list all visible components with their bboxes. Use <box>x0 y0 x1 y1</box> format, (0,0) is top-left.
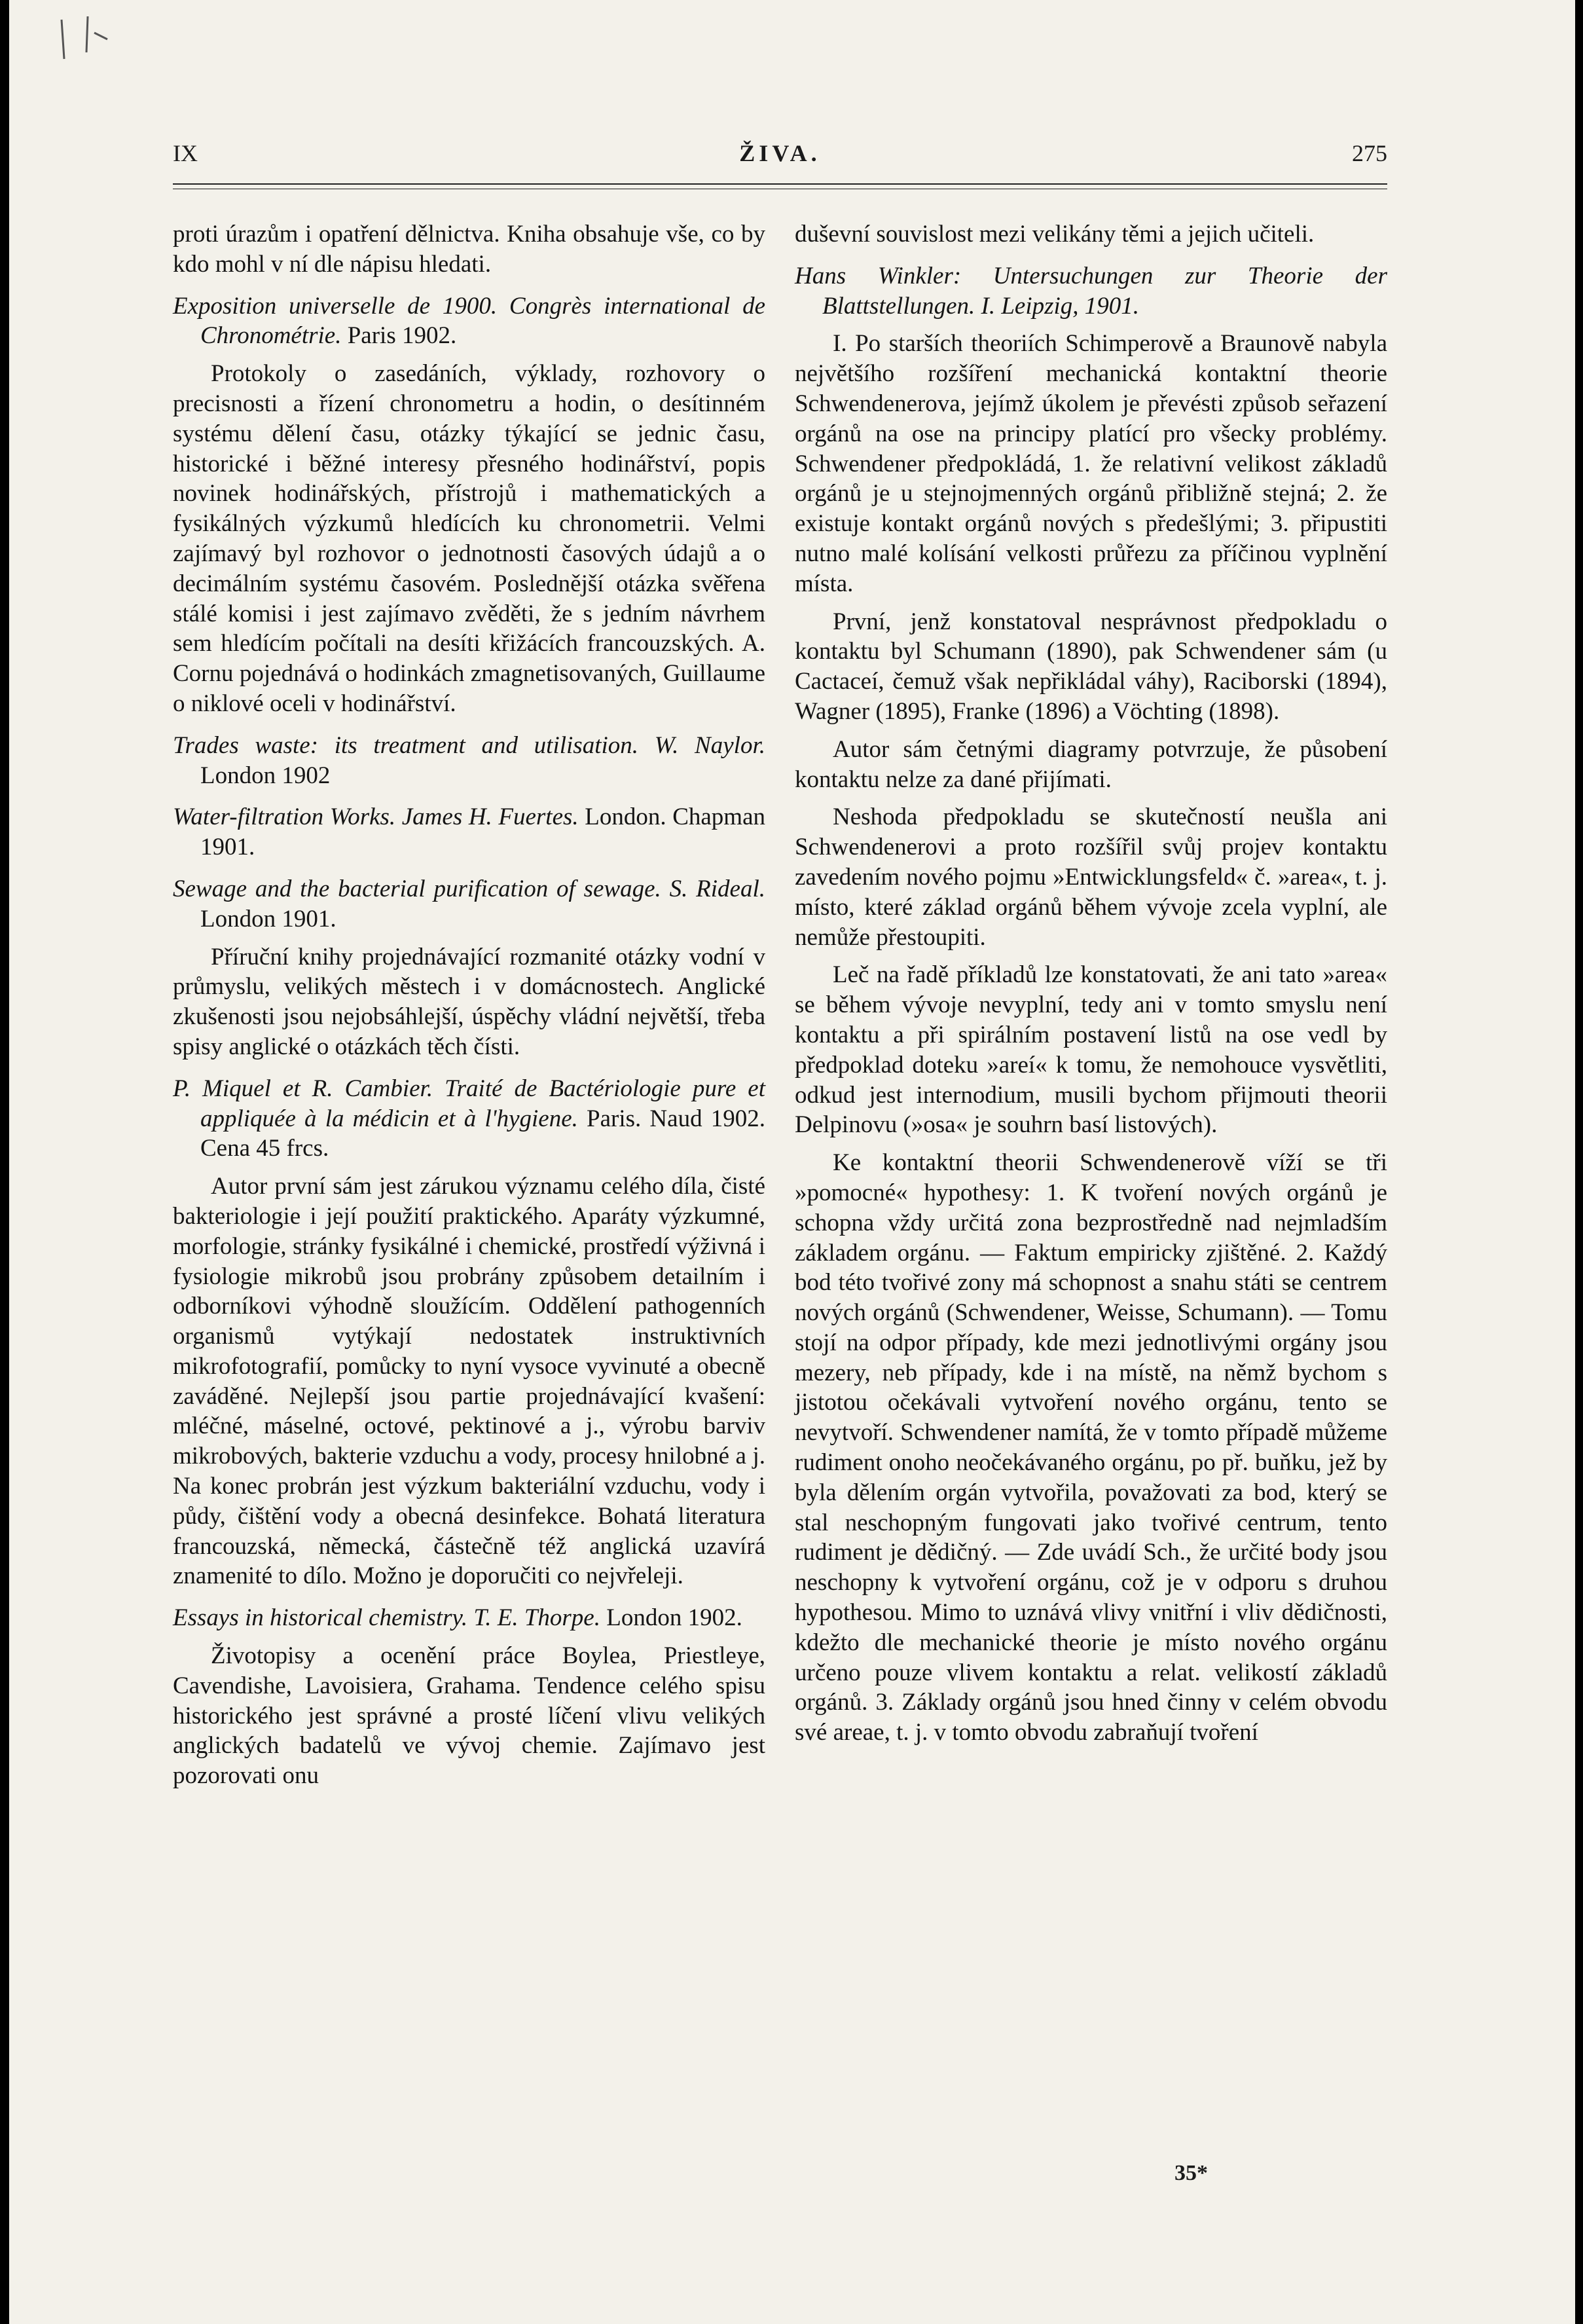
bibliographic-reference <box>173 1603 765 1633</box>
right-column <box>795 219 1387 1748</box>
body-paragraph: První, jenž konstatoval nesprávnost předpokladu o kontaktu byl Schumann (1890), pak Schwendener sám (u Cactaceí, čemuž však nepřikládal váhy), Raciborski (1894), Wagner (1895), Franke (1896) a Vöchting (1898). <box>795 608 1387 725</box>
reference-imprint: London 1901. <box>200 905 337 932</box>
bibliographic-reference <box>795 261 1387 322</box>
body-paragraph: Protokoly o zasedáních, výklady, rozhovory o precisnosti a řízení chronometru a hodin, o desítinném systému dělení času, otázky týkající se jednic času, historické i běžné interesy přesného hodinářství, popis novinek hodinářských, přístrojů i mathematických a fysikálných výzkumů hledících ku chronometrii. Velmi zajímavý byl rozhovor o jednotnosti časových údajů a o decimálním systému časovém. Poslednější otázka svěřena stálé komisi i jest zajímavo zvěděti, že s jedním návrhem sem hledícím počítali na desíti křižácích francouzských. A. Cornu pojednává o hodinkách zmagnetisovaných, Guillaume o niklové oceli v hodinářství. <box>173 360 765 717</box>
reference-title: Trades waste: its treatment and utilisation. W. Naylor. <box>173 731 765 759</box>
running-head <box>173 134 1387 174</box>
header-rule <box>173 183 1387 185</box>
page-number: 275 <box>1352 140 1387 166</box>
signature-mark: 35* <box>1174 2161 1208 2185</box>
body-paragraph: Životopisy a ocenění práce Boylea, Priestleye, Cavendishe, Lavoisiera, Grahama. Tendence celého spisu historického jest správné a prosté líčení vlivu velikých anglických badatelů ve vývoj chemie. Zajímavo jest pozorovati onu <box>173 1642 765 1790</box>
left-column <box>173 219 765 1791</box>
bibliographic-reference <box>173 1074 765 1164</box>
body-paragraph: Autor sám četnými diagramy potvrzuje, že působení kontaktu nelze za dané přijímati. <box>795 735 1387 793</box>
body-paragraph: Leč na řadě příkladů lze konstatovati, že ani tato »area« se během vývoje nevyplní, tedy ani v tomto smyslu není kontaktu a při spirálním postavení listů na ose vedl by předpoklad doteku »areí« k tomu, že nemohouce vysvětliti, odkud jest internodium, musili bychom přijmouti theorii Delpinovu (»osa« je souhrn basí listových). <box>795 961 1387 1139</box>
continued-paragraph: duševní souvislost mezi velikány těmi a jejich učiteli. <box>795 221 1315 248</box>
body-paragraph: I. Po starších theoriích Schimperově a Braunově nabyla největšího rozšíření mechanická kontaktní theorie Schwendenerova, jejímž úkolem je převésti způsob seřazení orgánů na ose na principy platící pro všecky problémy. Schwendener předpokládá, 1. že relativní velikost základů orgánů je u stejnojmenných orgánů přibližně stejná; 2. že existuje kontakt orgánů nových s předešlými; 3. připustiti nutno malé kolísání velkosti průřezu za příčinou vyplnění místa. <box>795 330 1387 597</box>
reference-title: Exposition universelle de 1900. Congrès international de Chronométrie. <box>173 292 765 350</box>
body-paragraph: Ke kontaktní theorii Schwendenerově víží se tři »pomocné« hypothesy: 1. K tvoření nových orgánů je schopna vždy určitá zona bezprostředně nad nejmladším základem orgánu. — Faktum empiricky zjištěné. 2. Každý bod této tvořivé zony má schopnost a snahu státi se centrem nových orgánů (Schwendener, Weisse, Schumann). — Tomu stojí na odpor případy, kde mezi jednotlivými orgány jsou mezery, neb případy, kde i na místě, na němž bychom s jistotou očekávali vytvoření nového orgánu, tento se nevytvoří. Schwendener namítá, že v tomto případě můžeme rudiment onoho neočekávaného orgánu, po př. buňku, jež by byla dělením orgán vytvořila, považovati za bod, který se stal neschopným fungovati jako tvořivé centrum, tento rudiment je dědičný. — Zde uvádí Sch., že určité body jsou neschopny k vytvoření orgánu, což je v odporu s druhou hypothesou. Mimo to uznává vlivy vnitřní i vliv dědičnosti, kdežto dle mechanické theorie je místo nového orgánu určeno pouze vlivem kontaktu a relat. velikostí základů orgánů. 3. Základy orgánů jsou hned činny v celém obvodu své areae, t. j. v tomto obvodu zabraňují tvoření <box>795 1149 1387 1746</box>
continued-paragraph: proti úrazům i opatření dělnictva. Kniha obsahuje vše, co by kdo mohl v ní dle nápisu hledati. <box>173 221 765 278</box>
bibliographic-reference <box>173 802 765 862</box>
reference-imprint: London 1902 <box>200 762 331 789</box>
body-paragraph: Neshoda předpokladu se skutečností neušla ani Schwendenerovi a proto rozšířil svůj projev kontaktu zavedením nového pojmu »Entwicklungsfeld« č. »area«, t. j. místo, které základ orgánů během vývoje zcela vyplní, ale nemůže přestoupiti. <box>795 803 1387 951</box>
reference-title: Hans Winkler: Untersuchungen zur Theorie der Blattstellungen. I. Leipzig, 1901. <box>795 262 1387 320</box>
reference-title: Essays in historical chemistry. T. E. Thorpe. <box>173 1604 600 1632</box>
bibliographic-reference <box>173 731 765 791</box>
body-paragraph: Příruční knihy projednávající rozmanité otázky vodní v průmyslu, velikých městech i v domácnostech. Anglické zkušenosti jsou nejobsáhlejší, úspěchy vládní největší, třeba spisy anglické o otázkách těch čísti. <box>173 943 765 1060</box>
page <box>9 0 1575 2324</box>
bibliographic-reference <box>173 291 765 352</box>
reference-title: P. Miquel et R. Cambier. Traité de Bactériologie pure et appliquée à la médicin et à l'hygiene. <box>173 1075 765 1132</box>
journal-title: ŽIVA. <box>739 140 821 166</box>
reference-title: Water-filtration Works. James H. Fuertes. <box>173 803 579 831</box>
bibliographic-reference <box>173 874 765 934</box>
body-paragraph: Autor první sám jest zárukou významu celého díla, čisté bakteriologie i její použití praktického. Aparáty výzkumné, morfologie, stránky fysikálné i chemické, prostředí výživná i fysiologie mikrobů jsou probrány způsobem detailním i odborníkovi výhodně sloužícím. Oddělení pathogenních organismů vytýkají nedostatek instruktivních mikrofotografií, pomůcky to nyní vysoce vyvinuté a obecně zaváděné. Nejlepší jsou partie projednávající kvašení: mléčné, máselné, octové, pektinové a j., výrobu barviv mikrobových, bakterie vzduchu a vody, procesy hnilobné a j. Na konec probrán jest výzkum bakteriální vzduchu, vody i půdy, čištění vody a obecná desinfekce. Bohatá literatura francouzská, německá, částečně též anglická uzavírá znamenité to dílo. Možno je doporučiti co nejvřeleji. <box>173 1173 765 1590</box>
reference-title: Sewage and the bacterial purification of sewage. S. Rideal. <box>173 875 765 902</box>
reference-imprint: Paris. Naud 1902. Cena 45 frcs. <box>200 1105 765 1162</box>
reference-imprint: Paris 1902. <box>341 322 457 350</box>
reference-imprint: London 1902. <box>600 1604 742 1632</box>
corner-mark-icon <box>48 13 140 72</box>
volume-number: IX <box>173 140 198 166</box>
reference-imprint: London. Chapman 1901. <box>200 803 765 861</box>
